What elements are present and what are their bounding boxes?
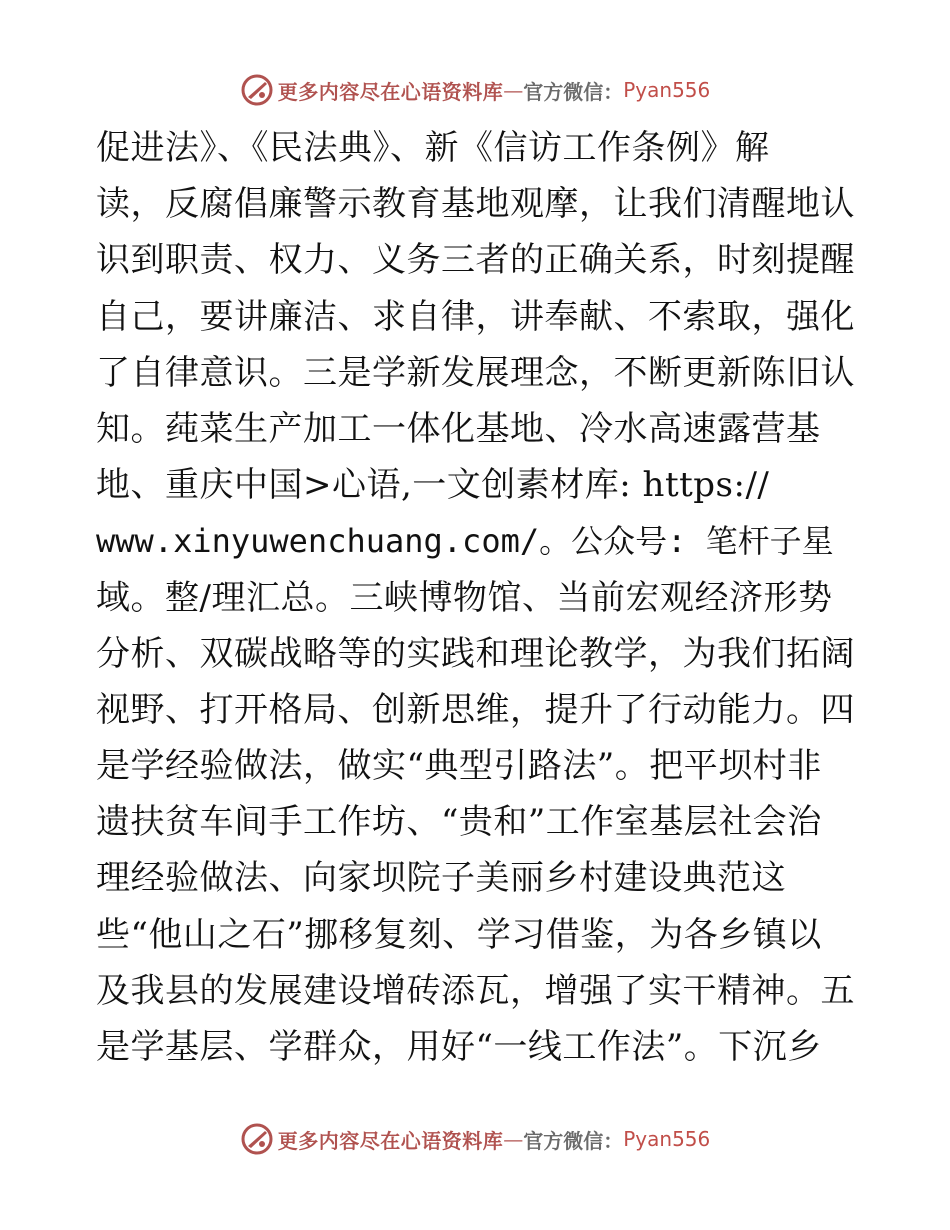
text-line: 遗扶贫车间手工作坊、“贵和”工作室基层社会治 (96, 802, 822, 843)
watermark-title: 更多内容尽在心语资料库 (277, 79, 504, 104)
text-line: 识到职责、权力、义务三者的正确关系，时刻提醒 (96, 240, 855, 281)
watermark-separator: — (503, 1127, 524, 1151)
text-line: 自己，要讲廉洁、求自律，讲奉献、不索取，强化 (96, 296, 855, 337)
text-line: 些“他山之石”挪移复刻、学习借鉴，为各乡镇以 (96, 914, 822, 955)
text-line: 知。莼菜生产加工一体化基地、冷水高速露营基 (96, 408, 821, 449)
text-line: 是学经验做法，做实“典型引路法”。把平坝村非 (96, 746, 822, 787)
watermark-wechat-label: 官方微信： (523, 1128, 624, 1153)
header-watermark (0, 70, 950, 110)
xinyu-logo-icon (240, 73, 274, 107)
footer-watermark (0, 1119, 950, 1159)
text-line: 读，反腐倡廉警示教育基地观摩，让我们清醒地认 (96, 184, 855, 225)
watermark-wechat-label: 官方微信： (523, 79, 624, 104)
watermark-title: 更多内容尽在心语资料库 (277, 1128, 504, 1153)
text-line: 域。整/理汇总。三峡博物馆、当前宏观经济形势 (96, 577, 833, 618)
text-line: www.xinyuwenchuang.com/。公众号: 笔杆子星 (96, 522, 834, 561)
text-line: 分析、双碳战略等的实践和理论教学，为我们拓阔 (96, 633, 855, 674)
text-line: 是学基层、学群众，用好“一线工作法”。下沉乡 (96, 1027, 822, 1067)
watermark-wechat-id: Pyan556 (623, 1127, 711, 1151)
text-line: 了自律意识。三是学新发展理念，不断更新陈旧认 (96, 352, 855, 393)
text-line: 理经验做法、向家坝院子美丽乡村建设典范这 (96, 858, 786, 899)
xinyu-logo-icon (240, 1122, 274, 1156)
text-line: 及我县的发展建设增砖添瓦，增强了实干精神。五 (96, 970, 855, 1011)
text-line: 地、重庆中国>心语,一文创素材库: https:// (96, 465, 770, 506)
watermark-separator: — (503, 78, 524, 102)
watermark-wechat-id: Pyan556 (623, 78, 711, 102)
text-line: 视野、打开格局、创新思维，提升了行动能力。四 (96, 689, 855, 730)
body-text (96, 120, 856, 1075)
text-line: 促进法》、《民法典》、新《信访工作条例》解 (96, 128, 770, 168)
